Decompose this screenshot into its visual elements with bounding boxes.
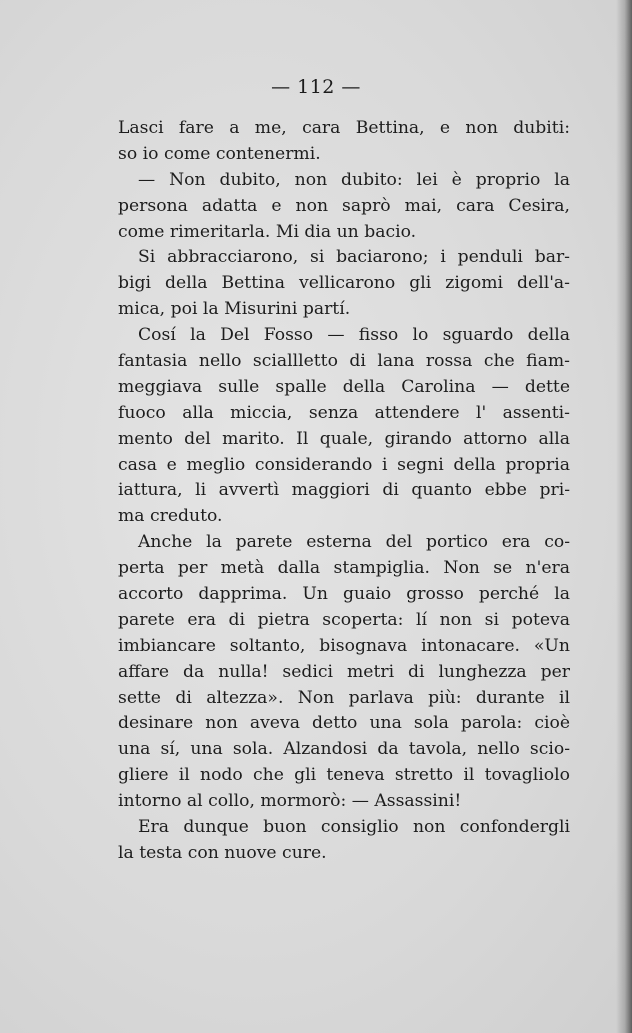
text-line: Cosí la Del Fosso — fisso lo sguardo della xyxy=(138,325,570,346)
text-line: fuoco alla miccia, senza attendere l' assenti- xyxy=(118,402,570,423)
text-line: so io come contenermi. xyxy=(118,143,321,164)
text-line: perta per metà dalla stampiglia. Non se n'era xyxy=(118,558,570,579)
text-line: — Non dubito, non dubito: lei è proprio la xyxy=(138,169,570,190)
text-line: accorto dapprima. Un guaio grosso perché la xyxy=(118,584,570,605)
text-line: bigi della Bettina vellicarono gli zigomi dell'a- xyxy=(118,273,570,294)
text-line: intorno al collo, mormorò: — Assassini! xyxy=(118,791,462,812)
text-line: gliere il nodo che gli teneva stretto il tovagliolo xyxy=(118,765,570,786)
text-line: Era dunque buon consiglio non confondergli xyxy=(138,817,570,838)
binding-shadow xyxy=(616,0,632,1033)
text-line: sette di altezza». Non parlava più: durante il xyxy=(118,687,570,708)
text-line: Anche la parete esterna del portico era co- xyxy=(138,532,570,553)
text-line: Lasci fare a me, cara Bettina, e non dubiti: xyxy=(118,118,570,138)
text-line: una sí, una sola. Alzandosi da tavola, nello scio- xyxy=(118,739,570,760)
text-line: affare da nulla! sedici metri di lunghezza per xyxy=(118,661,570,682)
text-line: desinare non aveva detto una sola parola: cioè xyxy=(118,713,570,734)
text-line: iattura, li avvertì maggiori di quanto ebbe pri- xyxy=(118,480,570,501)
text-line: mento del marito. Il quale, girando attorno alla xyxy=(118,428,570,449)
text-line: Si abbracciarono, si baciarono; i penduli bar- xyxy=(138,247,570,268)
text-line: fantasia nello sciallletto di lana rossa che fiam- xyxy=(118,351,570,372)
text-line: imbiancare soltanto, bisognava intonacare. «Un xyxy=(118,635,570,656)
page-number: — 112 — xyxy=(271,76,361,98)
body-text xyxy=(118,116,570,867)
text-line: mica, poi la Misurini partí. xyxy=(118,299,351,320)
text-line: la testa con nuove cure. xyxy=(118,842,327,863)
text-line: come rimeritarla. Mi dia un bacio. xyxy=(118,221,417,242)
text-line: persona adatta e non saprò mai, cara Cesira, xyxy=(118,195,570,216)
text-line: parete era di pietra scoperta: lí non si poteva xyxy=(118,609,570,630)
text-line: casa e meglio considerando i segni della propria xyxy=(118,454,570,475)
text-line: meggiava sulle spalle della Carolina — dette xyxy=(118,376,570,397)
text-line: ma creduto. xyxy=(118,506,223,527)
